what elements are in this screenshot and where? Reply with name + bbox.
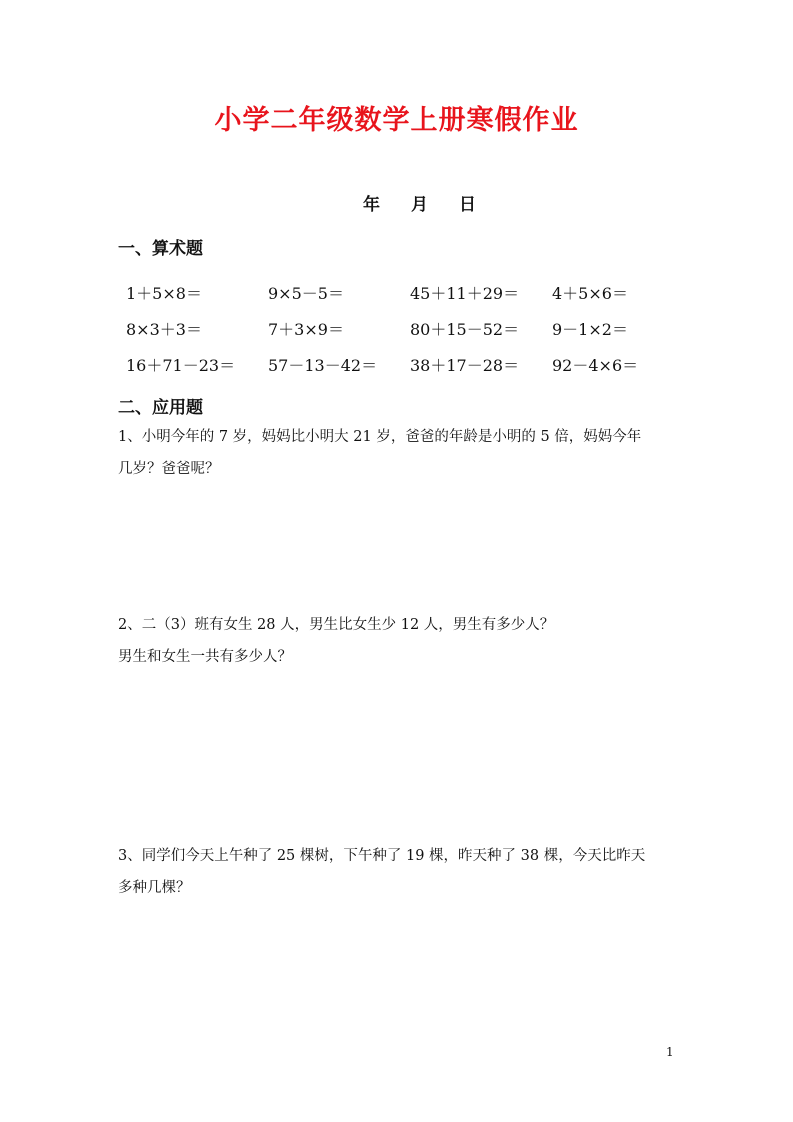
arithmetic-problem: 8×3＋3＝ [126,320,202,339]
date-day-label: 日 [459,195,476,215]
arithmetic-problems-grid [126,281,686,389]
word-problem-2 [118,609,688,673]
arithmetic-problem: 4＋5×6＝ [552,284,628,303]
arithmetic-section-heading: 一、算术题 [118,239,203,259]
date-month-label: 月 [411,195,428,215]
word-problem-text-line: 1、小明今年的 7 岁，妈妈比小明大 21 岁，爸爸的年龄是小明的 5 倍，妈妈今年 [118,429,642,445]
arithmetic-problem: 57－13－42＝ [268,356,378,375]
date-line [0,190,793,215]
word-problem-3 [118,840,688,904]
date-year-label: 年 [363,195,380,215]
arithmetic-problem: 9×5－5＝ [268,284,344,303]
word-problem-text-line: 男生和女生一共有多少人？ [118,649,292,665]
word-problem-text-line: 3、同学们今天上午种了 25 棵树，下午种了 19 棵，昨天种了 38 棵，今天比昨天 [118,848,646,864]
arithmetic-problem: 9－1×2＝ [552,320,628,339]
arithmetic-problem: 92－4×6＝ [552,356,639,375]
arithmetic-row [126,317,686,353]
word-problem-1 [118,421,688,485]
arithmetic-problem: 38＋17－28＝ [410,356,520,375]
arithmetic-row [126,353,686,389]
worksheet-title: 小学二年级数学上册寒假作业 [214,105,579,136]
arithmetic-problem: 1＋5×8＝ [126,284,202,303]
page-number: 1 [666,1045,674,1059]
word-problem-text-line: 几岁？爸爸呢？ [118,461,220,477]
arithmetic-problem: 7＋3×9＝ [268,320,344,339]
arithmetic-row [126,281,686,317]
word-problem-text-line: 2、二（3）班有女生 28 人，男生比女生少 12 人，男生有多少人？ [118,617,555,633]
application-section-heading: 二、应用题 [118,398,203,418]
arithmetic-problem: 45＋11＋29＝ [410,284,520,303]
arithmetic-problem: 16＋71－23＝ [126,356,236,375]
arithmetic-problem: 80＋15－52＝ [410,320,520,339]
word-problem-text-line: 多种几棵？ [118,880,191,896]
